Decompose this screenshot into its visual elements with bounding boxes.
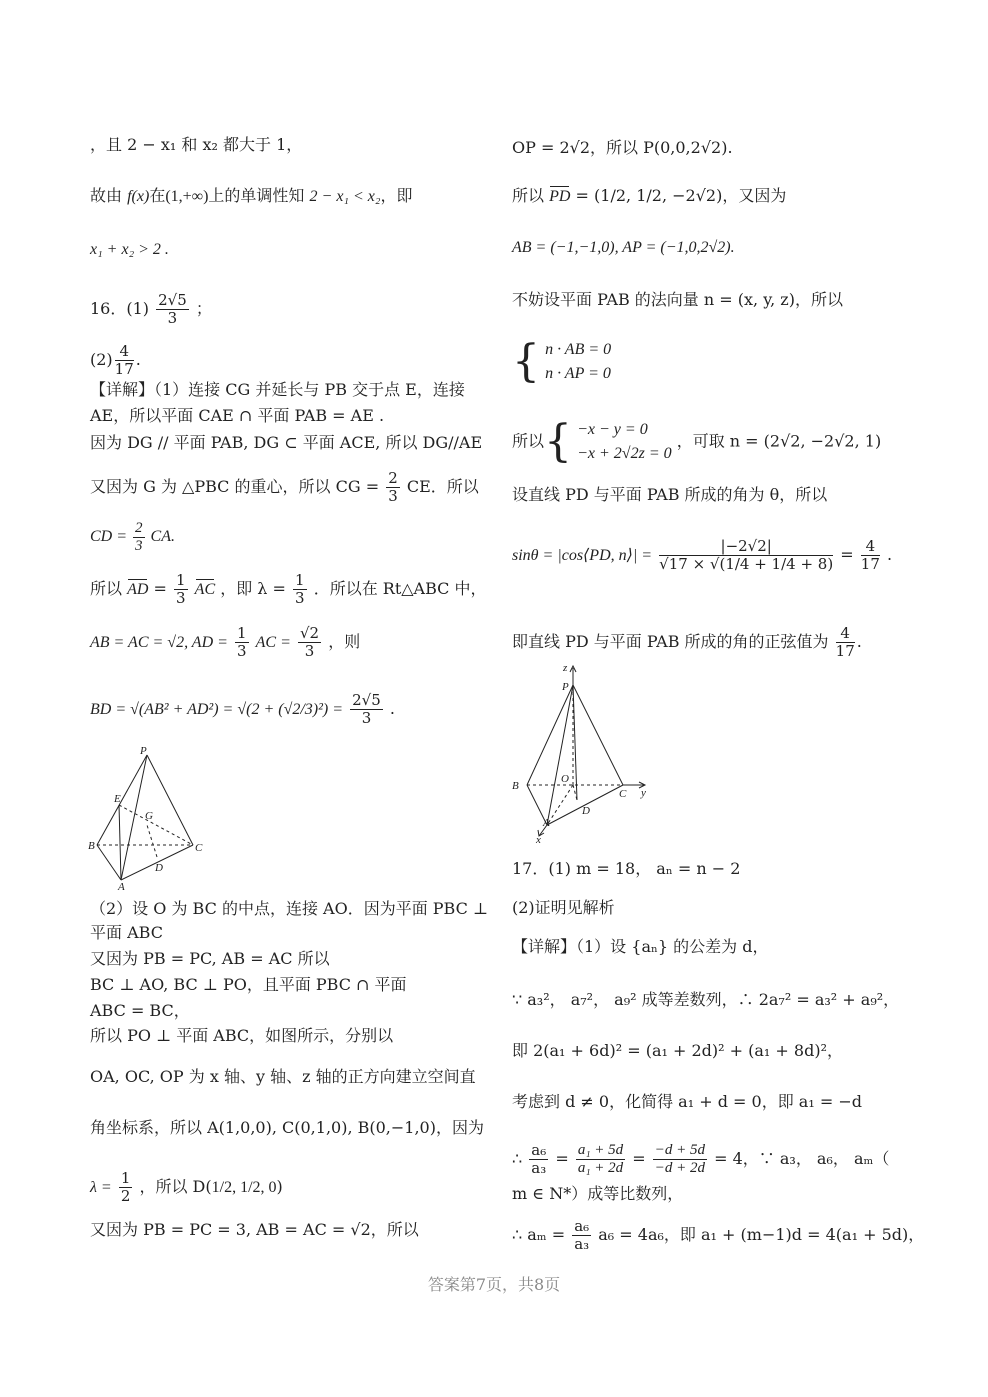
fig1-label-b: B [88, 840, 95, 852]
frac-den: a₁ + 2d [577, 1160, 624, 1176]
frac-num: 1 [120, 1169, 131, 1187]
fig1-label-p: P [140, 745, 147, 757]
fraction [576, 1142, 625, 1177]
text-line [90, 625, 360, 660]
system-row: n · AP = 0 [545, 365, 611, 382]
fig2-label-p: P [562, 681, 569, 693]
fraction [174, 572, 188, 607]
system-row: n · AB = 0 [545, 341, 612, 358]
frac-den: √17 × √(1/4 + 1/4 + 8) [659, 555, 834, 573]
frac-num: 4 [836, 625, 855, 643]
math-interval: (1,+∞) [165, 188, 209, 205]
vector-ac: AC [194, 581, 216, 598]
text-line: 角坐标系，所以 A(1,0,0), C(0,1,0), B(0,−1,0)，因为 [90, 1118, 484, 1137]
text-line [512, 186, 786, 207]
frac-num: 2 [388, 469, 398, 487]
text-span: 故由 [90, 186, 123, 205]
system-rows [545, 338, 611, 386]
frac-num: 4 [861, 538, 880, 556]
q16-answer-2 [90, 343, 141, 378]
text-span: 所以 [512, 186, 545, 205]
frac-den: 3 [237, 642, 247, 660]
text-line: (2)证明见解析 [512, 898, 615, 917]
frac-den: 3 [361, 709, 372, 727]
text-span: ，即 λ = [220, 579, 286, 598]
fig2-label-a: A [543, 817, 550, 829]
text-span: 上的单调性知 [208, 186, 305, 205]
text-line: 又因为 PB = PC = 3, AB = AC = √2，所以 [90, 1220, 419, 1239]
frac-num: −d + 5d [654, 1142, 706, 1158]
frac-num: √2 [300, 624, 320, 642]
system-row: −x + 2√2z = 0 [577, 445, 672, 462]
frac-den: 3 [388, 487, 398, 505]
text-span: . [135, 350, 141, 369]
text-span: = (1/2, 1/2, −2√2)，又因为 [575, 186, 787, 205]
text-span: 又因为 G 为 △PBC 的重心，所以 CG = [90, 477, 380, 496]
frac-num: 2√5 [352, 691, 381, 709]
text-span: 在 [149, 186, 166, 205]
text-span: . [886, 545, 893, 564]
text-span: ) [276, 1177, 283, 1196]
tetrahedron-figure [85, 745, 215, 890]
frac-den: 3 [304, 642, 315, 660]
math-span: AC = [255, 634, 291, 651]
fraction [293, 572, 307, 607]
fraction [350, 692, 383, 727]
q16-answer-1 [90, 292, 212, 327]
text-line: 所以 PO ⊥ 平面 ABC，如图所示，分别以 [90, 1026, 394, 1045]
fraction [235, 625, 249, 660]
system-rows [577, 418, 672, 466]
text-span: = [555, 1149, 569, 1168]
fraction [861, 538, 880, 573]
fraction [115, 343, 134, 378]
fraction [156, 292, 189, 327]
frac-den: 3 [135, 538, 143, 554]
frac-num: a₆ [531, 1141, 547, 1159]
math-span: λ = [90, 1179, 112, 1196]
fig2-label-b: B [512, 780, 519, 792]
text-span: = 4，∵ a₃， a₆， aₘ（ [714, 1149, 890, 1168]
text-span: = [153, 579, 167, 598]
frac-num: 1 [295, 571, 305, 589]
text-span: 即直线 PD 与平面 PAB 所成的角的正弦值为 [512, 632, 829, 651]
text-line: ∵ a₃²， a₇²， a₉² 成等差数列，∴ 2a₇² = a₃² + a₉²， [512, 990, 900, 1009]
fraction [119, 1170, 133, 1205]
text-line [512, 1142, 889, 1177]
math-fx: f(x) [127, 188, 150, 205]
equation-system [512, 338, 611, 386]
text-line: ，且 2 − x₁ 和 x₂ 都大于 1， [90, 135, 303, 154]
fraction [298, 625, 321, 660]
fraction [133, 520, 145, 555]
brace: { [512, 336, 540, 387]
frac-den: 17 [835, 642, 855, 660]
text-span: ∴ aₘ = [512, 1225, 566, 1244]
text-span: ，所以 D( [139, 1177, 212, 1196]
fig1-label-d: D [155, 862, 163, 874]
text-line: 【详解】（1）连接 CG 并延长与 PB 交于点 E，连接 [90, 380, 465, 399]
text-span: CE．所以 [406, 477, 479, 496]
coordinate-pyramid-figure [505, 660, 665, 845]
math-span: sinθ = |cos⟨PD, n⟩| = [512, 547, 653, 564]
frac-num: a₁ + 5d [577, 1142, 624, 1158]
text-span: a₆ = 4a₆，即 a₁ + (m−1)d = 4(a₁ + 5d)， [598, 1225, 925, 1244]
fig1-label-g: G [145, 810, 153, 822]
text-line: 【详解】（1）设 {aₙ} 的公差为 d， [512, 937, 769, 956]
q16-label: 16．(1) [90, 299, 150, 318]
fig1-label-a: A [118, 881, 125, 890]
fig1-label-e: E [114, 793, 121, 805]
text-span: ，可取 n = (2√2, −2√2, 1) [676, 431, 882, 451]
fig2-label-o: O [561, 773, 569, 785]
fig2-label-x: x [536, 834, 541, 845]
fraction [572, 1218, 591, 1253]
text-span: CA. [150, 528, 175, 546]
frac-den: 3 [295, 589, 305, 607]
page-footer: 答案第7页，共8页 [427, 1275, 561, 1294]
brace: { [544, 416, 573, 467]
frac-den: −d + 2d [654, 1160, 706, 1176]
text-line: ABC = BC， [90, 1001, 190, 1020]
text-line: 不妨设平面 PAB 的法向量 n = (x, y, z)，所以 [512, 290, 843, 309]
text-span: ∴ [512, 1149, 523, 1168]
fraction [529, 1142, 548, 1177]
math-span: 1/2, 1/2, 0 [211, 1179, 277, 1196]
text-span: . [389, 699, 395, 718]
math-inequality: 2 − x₁ < x₂ [309, 188, 381, 205]
text-span: ； [195, 299, 212, 318]
text-line [90, 1170, 283, 1205]
vector-ad: AD [127, 581, 149, 598]
text-line: m ∈ N*）成等比数列， [512, 1184, 684, 1203]
text-line [90, 572, 487, 607]
text-line: 即 2(a₁ + 6d)² = (a₁ + 2d)² + (a₁ + 8d)²， [512, 1041, 843, 1060]
text-line [90, 470, 479, 505]
text-span: 所以 [90, 579, 123, 598]
frac-den: 3 [176, 589, 186, 607]
fraction [653, 1142, 707, 1177]
text-span: 所以 [512, 431, 545, 451]
text-line: OA, OC, OP 为 x 轴、y 轴、z 轴的正方向建立空间直 [90, 1067, 476, 1086]
math-line: AB = (−1,−1,0), AP = (−1,0,2√2). [512, 239, 735, 256]
frac-den: 17 [114, 360, 134, 378]
fig2-label-c: C [619, 788, 627, 800]
text-span: CD = [90, 528, 128, 546]
frac-num: 2√5 [158, 291, 187, 309]
fig2-label-d: D [582, 805, 590, 817]
system-row: −x − y = 0 [577, 421, 648, 438]
text-line: AE，所以平面 CAE ∩ 平面 PAB = AE . [90, 406, 385, 425]
frac-den: 2 [120, 1187, 131, 1205]
frac-den: a₃ [574, 1235, 590, 1253]
math-line: x₁ + x₂ > 2 . [90, 241, 169, 258]
text-line [512, 538, 892, 573]
fraction [836, 625, 855, 660]
frac-num: 1 [176, 571, 186, 589]
text-line: 17．(1) m = 18， aₙ = n − 2 [512, 859, 741, 878]
fig1-label-c: C [195, 842, 203, 854]
fig2-label-z: z [563, 662, 568, 674]
vector-pd: PD [549, 188, 571, 205]
frac-num: 2 [135, 520, 143, 536]
math-line [90, 520, 175, 555]
text-span: ，即 [380, 186, 413, 205]
text-span: = [632, 1149, 646, 1168]
text-line: 设直线 PD 与平面 PAB 所成的角为 θ，所以 [512, 485, 828, 504]
fraction [659, 538, 833, 573]
text-span: . [856, 632, 862, 651]
text-line: 又因为 PB = PC, AB = AC 所以 [90, 949, 330, 968]
fraction [386, 470, 400, 505]
q16-label-2: (2) [90, 350, 113, 369]
frac-num: 4 [115, 343, 134, 361]
text-line [90, 186, 412, 207]
text-span: = [840, 545, 854, 564]
math-span: BD = √(AB² + AD²) = √(2 + (√2/3)²) = [90, 701, 344, 718]
text-span: ，则 [328, 632, 361, 651]
frac-den: 17 [860, 555, 880, 573]
text-line: 考虑到 d ≠ 0，化简得 a₁ + d = 0，即 a₁ = −d [512, 1092, 862, 1111]
frac-den: 3 [167, 309, 178, 327]
text-line [512, 625, 862, 660]
text-line: BC ⊥ AO, BC ⊥ PO，且平面 PBC ∩ 平面 [90, 975, 407, 994]
frac-num: |−2√2| [659, 538, 833, 556]
frac-num: a₆ [574, 1217, 590, 1235]
text-line [512, 1218, 924, 1253]
fig2-label-y: y [641, 787, 646, 799]
math-span: AB = AC = √2, AD = [90, 634, 228, 651]
frac-num: 1 [237, 624, 247, 642]
text-line: （2）设 O 为 BC 的中点，连接 AO．因为平面 PBC ⊥ [90, 899, 488, 918]
text-span: ．所以在 Rt△ABC 中， [313, 579, 487, 598]
text-line: 因为 DG // 平面 PAB, DG ⊂ 平面 ACE, 所以 DG//AE [90, 433, 483, 452]
frac-den: a₃ [531, 1159, 547, 1177]
text-line: 平面 ABC [90, 923, 163, 942]
text-line: OP = 2√2，所以 P(0,0,2√2). [512, 138, 733, 157]
equation-system [512, 418, 881, 466]
text-line [90, 692, 395, 727]
